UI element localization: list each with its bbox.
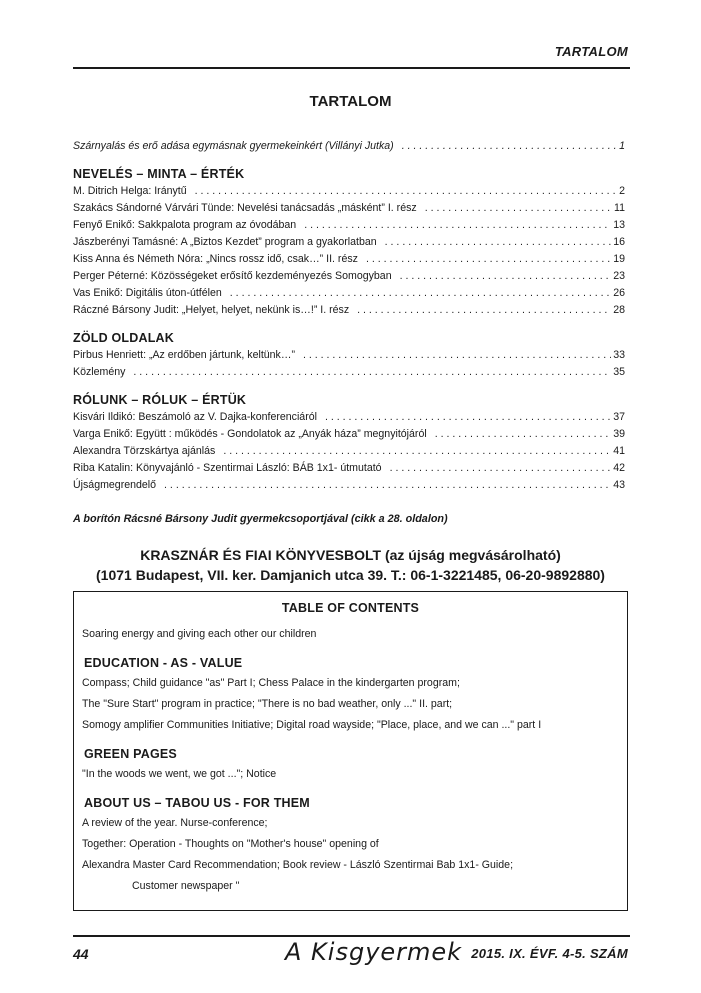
toc-entry-page: 35 [613, 366, 625, 378]
toc-entry[interactable] [73, 443, 625, 460]
toc-entry-page: 11 [614, 202, 625, 214]
english-toc-line: Somogy amplifier Communities Initiative; Digital road wayside; "Place, place, and we can ..." part I [82, 719, 542, 731]
toc-entry-title: Vas Enikő: Digitális úton-útfélen [73, 287, 222, 299]
cover-note: A borítón Rácsné Bársony Judit gyermekcsoportjával (cikk a 28. oldalon) [73, 513, 448, 525]
leader-dots [164, 477, 611, 494]
toc-entry[interactable] [73, 347, 625, 364]
leader-dots [304, 217, 611, 234]
bookshop-address: (1071 Budapest, VII. ker. Damjanich utca 39. T.: 06-1-3221485, 06-20-9892880) [96, 567, 605, 583]
toc-entry[interactable] [73, 302, 625, 319]
english-section-title: ABOUT US – TABOU US - FOR THEM [84, 796, 310, 810]
toc-entry[interactable] [73, 426, 625, 443]
footer-rule [73, 935, 630, 937]
toc-entry-page: 19 [613, 253, 625, 265]
toc-entry[interactable] [73, 234, 625, 251]
magazine-title: A Kisgyermek [285, 938, 463, 966]
leader-dots [325, 409, 611, 426]
table-of-contents [73, 138, 625, 494]
toc-entry[interactable] [73, 409, 625, 426]
header-rule [73, 67, 630, 69]
toc-entry-page: 2 [619, 185, 625, 197]
english-toc-line: Customer newspaper " [132, 880, 240, 892]
leader-dots [133, 364, 611, 381]
toc-entry[interactable] [73, 268, 625, 285]
toc-entry[interactable] [73, 460, 625, 477]
english-toc-line: Together: Operation - Thoughts on "Mother's house" opening of [82, 838, 379, 850]
toc-entry-title: Kisvári Ildikó: Beszámoló az V. Dajka-konferenciáról [73, 411, 317, 423]
toc-entry[interactable] [73, 217, 625, 234]
toc-entry[interactable] [73, 477, 625, 494]
english-toc-box [73, 591, 628, 911]
toc-entry-page: 42 [613, 462, 625, 474]
leader-dots [195, 183, 617, 200]
english-section-title: EDUCATION - AS - VALUE [84, 656, 243, 670]
toc-entry-title: Szakács Sándorné Várvári Tünde: Nevelési tanácsadás „másként” I. rész [73, 202, 417, 214]
section-title: NEVELÉS – MINTA – ÉRTÉK [73, 167, 245, 181]
toc-entry-title: M. Ditrich Helga: Iránytű [73, 185, 187, 197]
running-header: TARTALOM [554, 44, 628, 59]
english-toc-line: A review of the year. Nurse-conference; [82, 817, 268, 829]
english-section-title: GREEN PAGES [84, 747, 177, 761]
leader-dots [425, 200, 612, 217]
leader-dots [357, 302, 611, 319]
toc-entry-title: Ráczné Bársony Judit: „Helyet, helyet, nekünk is…!” I. rész [73, 304, 350, 316]
english-toc-title: TABLE OF CONTENTS [281, 601, 420, 615]
toc-entry-title: Varga Enikő: Együtt : működés - Gondolatok az „Anyák háza” megnyitójáról [73, 428, 427, 440]
toc-entry-page: 39 [613, 428, 625, 440]
bookshop-notice [0, 545, 701, 585]
page-number: 44 [73, 946, 89, 962]
toc-entry-title: Perger Péterné: Közösségeket erősítő kezdeményezés Somogyban [73, 270, 392, 282]
toc-entry-title: Kiss Anna és Németh Nóra: „Nincs rossz idő, csak…” II. rész [73, 253, 358, 265]
toc-entry-title: Pirbus Henriett: „Az erdőben jártunk, keltünk…” [73, 349, 295, 361]
toc-entry-page: 26 [613, 287, 625, 299]
leader-dots [366, 251, 611, 268]
leader-dots [223, 443, 611, 460]
page-title: TARTALOM [309, 93, 392, 110]
toc-section-education [73, 165, 625, 319]
toc-entry-page: 41 [613, 445, 625, 457]
toc-entry[interactable] [73, 285, 625, 302]
english-toc-line: Compass; Child guidance "as" Part I; Chess Palace in the kindergarten program; [82, 677, 460, 689]
leader-dots [402, 138, 617, 155]
english-toc-line: The "Sure Start" program in practice; "There is no bad weather, only ..." II. part; [82, 698, 453, 710]
toc-entry-page: 37 [613, 411, 625, 423]
issue-info: 2015. IX. ÉVF. 4-5. SZÁM [471, 946, 628, 961]
toc-entry-page: 16 [613, 236, 625, 248]
toc-entry[interactable] [73, 251, 625, 268]
toc-entry-page: 23 [613, 270, 625, 282]
toc-intro-entry[interactable] [73, 138, 625, 155]
toc-entry-title: Alexandra Törzskártya ajánlás [73, 445, 216, 457]
toc-entry-title: Közlemény [73, 366, 126, 378]
toc-entry-title: Újságmegrendelő [73, 479, 157, 491]
bookshop-name: KRASZNÁR ÉS FIAI KÖNYVESBOLT (az újság megvásárolható) [140, 547, 561, 563]
leader-dots [390, 460, 612, 477]
leader-dots [400, 268, 612, 285]
english-toc-line: Alexandra Master Card Recommendation; Book review - László Szentirmai Bab 1x1- Guide; [82, 859, 514, 871]
toc-entry-title: Riba Katalin: Könyvajánló - Szentirmai László: BÁB 1x1- útmutató [73, 462, 382, 474]
toc-entry-page: 28 [613, 304, 625, 316]
toc-entry-title: Szárnyalás és erő adása egymásnak gyermekeinkért (Villányi Jutka) [73, 140, 394, 152]
english-toc-intro: Soaring energy and giving each other our children [82, 628, 317, 640]
toc-entry-page: 43 [613, 479, 625, 491]
toc-section-about-us [73, 391, 625, 494]
english-toc-line: "In the woods we went, we got ..."; Notice [82, 768, 277, 780]
leader-dots [303, 347, 611, 364]
toc-entry-title: Jászberényi Tamásné: A „Biztos Kezdet” program a gyakorlatban [73, 236, 377, 248]
toc-entry[interactable] [73, 200, 625, 217]
leader-dots [230, 285, 611, 302]
toc-entry[interactable] [73, 183, 625, 200]
toc-entry-page: 13 [613, 219, 625, 231]
section-title: ZÖLD OLDALAK [73, 331, 174, 345]
toc-entry-page: 33 [613, 349, 625, 361]
toc-entry-title: Fenyő Enikő: Sakkpalota program az óvodában [73, 219, 297, 231]
leader-dots [435, 426, 612, 443]
leader-dots [385, 234, 612, 251]
section-title: RÓLUNK – RÓLUK – ÉRTÜK [73, 393, 247, 407]
toc-entry-page: 1 [619, 140, 625, 152]
toc-section-green-pages [73, 329, 625, 381]
toc-entry[interactable] [73, 364, 625, 381]
